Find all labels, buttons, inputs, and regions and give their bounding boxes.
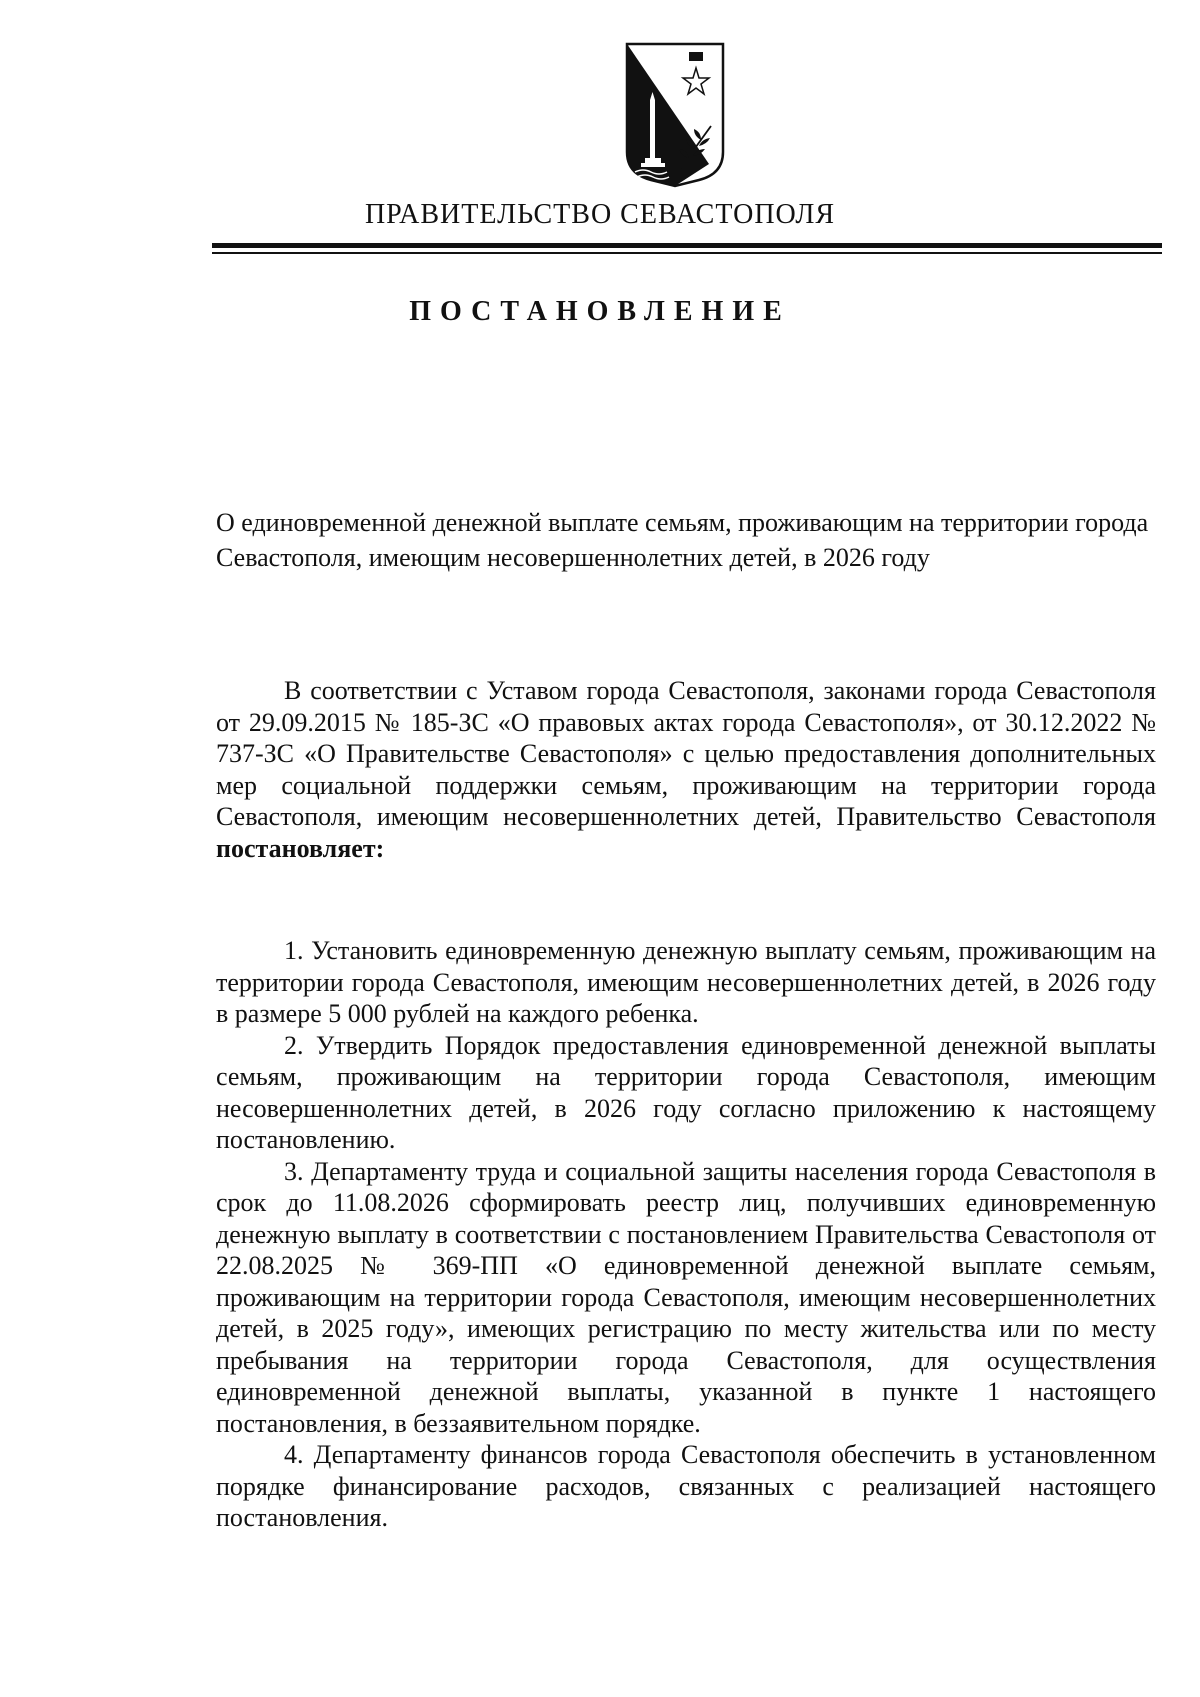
preamble-paragraph xyxy=(216,675,1156,864)
resolution-item-2: 2. Утвердить Порядок предоставления единовременной денежной выплаты семьям, проживающим на территории города Севастополя, имеющим несовершеннолетних детей, в 2026 году согласно приложению к настоящему постановлению. xyxy=(216,1030,1156,1154)
government-title: ПРАВИТЕЛЬСТВО СЕВАСТОПОЛЯ xyxy=(364,199,836,230)
resolution-item-4: 4. Департаменту финансов города Севастополя обеспечить в установленном порядке финансирование расходов, связанных с реализацией настоящего постановления. xyxy=(216,1440,1156,1532)
document-type-heading: ПОСТАНОВЛЕНИЕ xyxy=(409,296,791,327)
preamble xyxy=(216,675,1156,864)
sevastopol-coat-of-arms-icon xyxy=(623,40,727,188)
preamble-text: В соответствии с Уставом города Севастополя, законами города Севастополя от 29.09.2015 № 185-ЗС «О правовых актах города Севастополя», от 30.12.2022 № 737-ЗС «О Правительстве Севастополя» с целью предоставления дополнительных мер социальной поддержки семьям, проживающим на территории города Севастополя, имеющим несовершеннолетних детей, Правительство Севастополя xyxy=(216,676,1156,831)
resolution-item-3: 3. Департаменту труда и социальной защиты населения города Севастополя в срок до 11.08.2026 сформировать реестр лиц, получивших единовременную денежную выплату в соответствии с постановлением Правительства Севастополя от 22.08.2025 № 369-ПП «О единовременной денежной выплате семьям, проживающим на территории города Севастополя, имеющим несовершеннолетних детей, в 2025 году», имеющих регистрацию по месту жительства или по месту пребывания на территории города Севастополя, для осуществления единовременной денежной выплаты, указанной в пункте 1 настоящего постановления, в беззаявительном порядке. xyxy=(216,1156,1156,1438)
resolution-items xyxy=(216,935,1156,1534)
resolution-item-1: 1. Установить единовременную денежную выплату семьям, проживающим на территории города Севастополя, имеющим несовершеннолетних детей, в 2026 году в размере 5 000 рублей на каждого ребенка. xyxy=(216,936,1156,1028)
header-divider-thick xyxy=(212,243,1162,248)
resolution-subject: О единовременной денежной выплате семьям, проживающим на территории города Севастополя, имеющим несовершеннолетних детей, в 2026 году xyxy=(216,508,1149,572)
header-divider-thin xyxy=(212,252,1162,254)
decree-word: постановляет: xyxy=(216,833,385,863)
